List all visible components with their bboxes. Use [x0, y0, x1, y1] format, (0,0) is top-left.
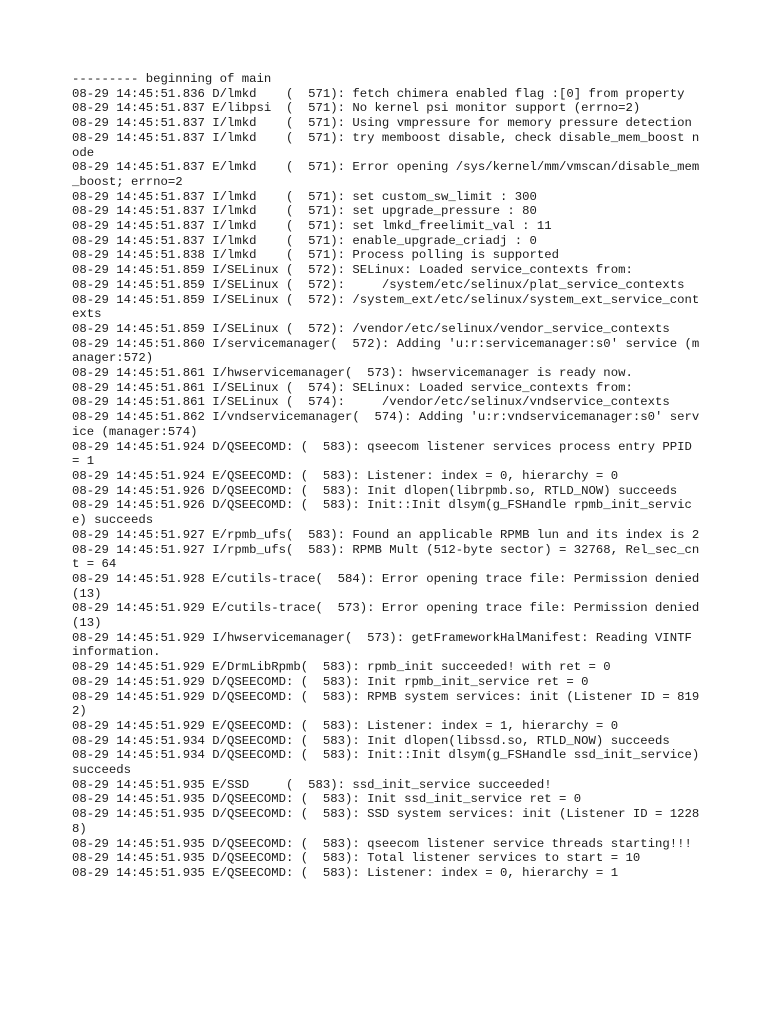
log-line: 08-29 14:45:51.926 D/QSEECOMD: ( 583): Init::Init dlsym(g_FSHandle rpmb_init_service) succeeds: [72, 498, 692, 528]
log-line: 08-29 14:45:51.935 D/QSEECOMD: ( 583): SSD system services: init (Listener ID = 12288): [72, 807, 700, 836]
log-line: 08-29 14:45:51.929 D/QSEECOMD: ( 583): Init rpmb_init_service ret = 0: [72, 674, 589, 689]
log-line: 08-29 14:45:51.861 I/SELinux ( 574): /vendor/etc/selinux/vndservice_contexts: [72, 395, 670, 410]
log-line: 08-29 14:45:51.929 E/cutils-trace( 573): Error opening trace file: Permission denied (13): [72, 601, 707, 631]
log-line: 08-29 14:45:51.928 E/cutils-trace( 584): Error opening trace file: Permission denied (13): [72, 571, 707, 601]
log-line: 08-29 14:45:51.934 D/QSEECOMD: ( 583): Init::Init dlsym(g_FSHandle ssd_init_service) succeeds: [72, 748, 707, 778]
log-line: 08-29 14:45:51.861 I/SELinux ( 574): SELinux: Loaded service_contexts from:: [72, 380, 633, 395]
log-line: 08-29 14:45:51.927 I/rpmb_ufs( 583): RPMB Mult (512-byte sector) = 32768, Rel_sec_cnt = 64: [72, 542, 700, 572]
log-line: 08-29 14:45:51.837 I/lmkd ( 571): set lmkd_freelimit_val : 11: [72, 219, 552, 234]
log-line: 08-29 14:45:51.861 I/hwservicemanager( 573): hwservicemanager is ready now.: [72, 366, 633, 381]
log-line: 08-29 14:45:51.837 E/libpsi ( 571): No kernel psi monitor support (errno=2): [72, 101, 641, 116]
log-line: 08-29 14:45:51.837 I/lmkd ( 571): enable_upgrade_criadj : 0: [72, 233, 537, 248]
log-line: 08-29 14:45:51.862 I/vndservicemanager( 574): Adding 'u:r:vndservicemanager:s0' service (manager:574): [72, 410, 700, 439]
log-line: 08-29 14:45:51.859 I/SELinux ( 572): /system_ext/etc/selinux/system_ext_service_contexts: [72, 292, 700, 322]
log-line: 08-29 14:45:51.837 I/lmkd ( 571): set upgrade_pressure : 80: [72, 204, 537, 219]
log-line: 08-29 14:45:51.837 E/lmkd ( 571): Error opening /sys/kernel/mm/vmscan/disable_mem_boost; errno=2: [72, 160, 700, 189]
log-line: 08-29 14:45:51.929 E/DrmLibRpmb( 583): rpmb_init succeeded! with ret = 0: [72, 660, 611, 675]
log-line: 08-29 14:45:51.859 I/SELinux ( 572): /system/etc/selinux/plat_service_contexts: [72, 277, 685, 292]
log-line: 08-29 14:45:51.929 E/QSEECOMD: ( 583): Listener: index = 1, hierarchy = 0: [72, 718, 619, 733]
log-line: 08-29 14:45:51.935 E/QSEECOMD: ( 583): Listener: index = 0, hierarchy = 1: [72, 865, 619, 880]
log-line: 08-29 14:45:51.837 I/lmkd ( 571): set custom_sw_limit : 300: [72, 189, 537, 204]
log-line: 08-29 14:45:51.935 D/QSEECOMD: ( 583): qseecom listener service threads starting!!!: [72, 836, 692, 851]
log-line: 08-29 14:45:51.929 D/QSEECOMD: ( 583): RPMB system services: init (Listener ID = 8192): [72, 689, 700, 719]
log-line: 08-29 14:45:51.924 D/QSEECOMD: ( 583): qseecom listener services process entry PPID = 1: [72, 439, 700, 469]
log-line: 08-29 14:45:51.924 E/QSEECOMD: ( 583): Listener: index = 0, hierarchy = 0: [72, 468, 619, 483]
log-line: 08-29 14:45:51.929 I/hwservicemanager( 573): getFrameworkHalManifest: Reading VINTF information.: [72, 630, 700, 660]
log-line: 08-29 14:45:51.934 D/QSEECOMD: ( 583): Init dlopen(libssd.so, RTLD_NOW) succeeds: [72, 733, 670, 748]
log-line: 08-29 14:45:51.859 I/SELinux ( 572): /vendor/etc/selinux/vendor_service_contexts: [72, 321, 670, 336]
log-line: 08-29 14:45:51.935 D/QSEECOMD: ( 583): Total listener services to start = 10: [72, 851, 641, 866]
log-line: 08-29 14:45:51.927 E/rpmb_ufs( 583): Found an applicable RPMB lun and its index is 2: [72, 527, 700, 542]
log-line: 08-29 14:45:51.837 I/lmkd ( 571): Using vmpressure for memory pressure detection: [72, 116, 692, 131]
log-line: 08-29 14:45:51.837 I/lmkd ( 571): try memboost disable, check disable_mem_boost node: [72, 130, 700, 160]
log-line: 08-29 14:45:51.860 I/servicemanager( 572): Adding 'u:r:servicemanager:s0' service (manager:572): [72, 336, 700, 366]
log-buffer-header: --------- beginning of main: [72, 72, 272, 86]
log-line: 08-29 14:45:51.935 E/SSD ( 583): ssd_init_service succeeded!: [72, 777, 552, 792]
logcat-output: [72, 72, 707, 881]
log-line: 08-29 14:45:51.926 D/QSEECOMD: ( 583): Init dlopen(librpmb.so, RTLD_NOW) succeeds: [72, 483, 678, 498]
log-line: 08-29 14:45:51.859 I/SELinux ( 572): SELinux: Loaded service_contexts from:: [72, 263, 633, 278]
log-line: 08-29 14:45:51.838 I/lmkd ( 571): Process polling is supported: [72, 248, 560, 263]
log-line: 08-29 14:45:51.836 D/lmkd ( 571): fetch chimera enabled flag :[0] from property: [72, 86, 685, 101]
log-line: 08-29 14:45:51.935 D/QSEECOMD: ( 583): Init ssd_init_service ret = 0: [72, 792, 582, 807]
